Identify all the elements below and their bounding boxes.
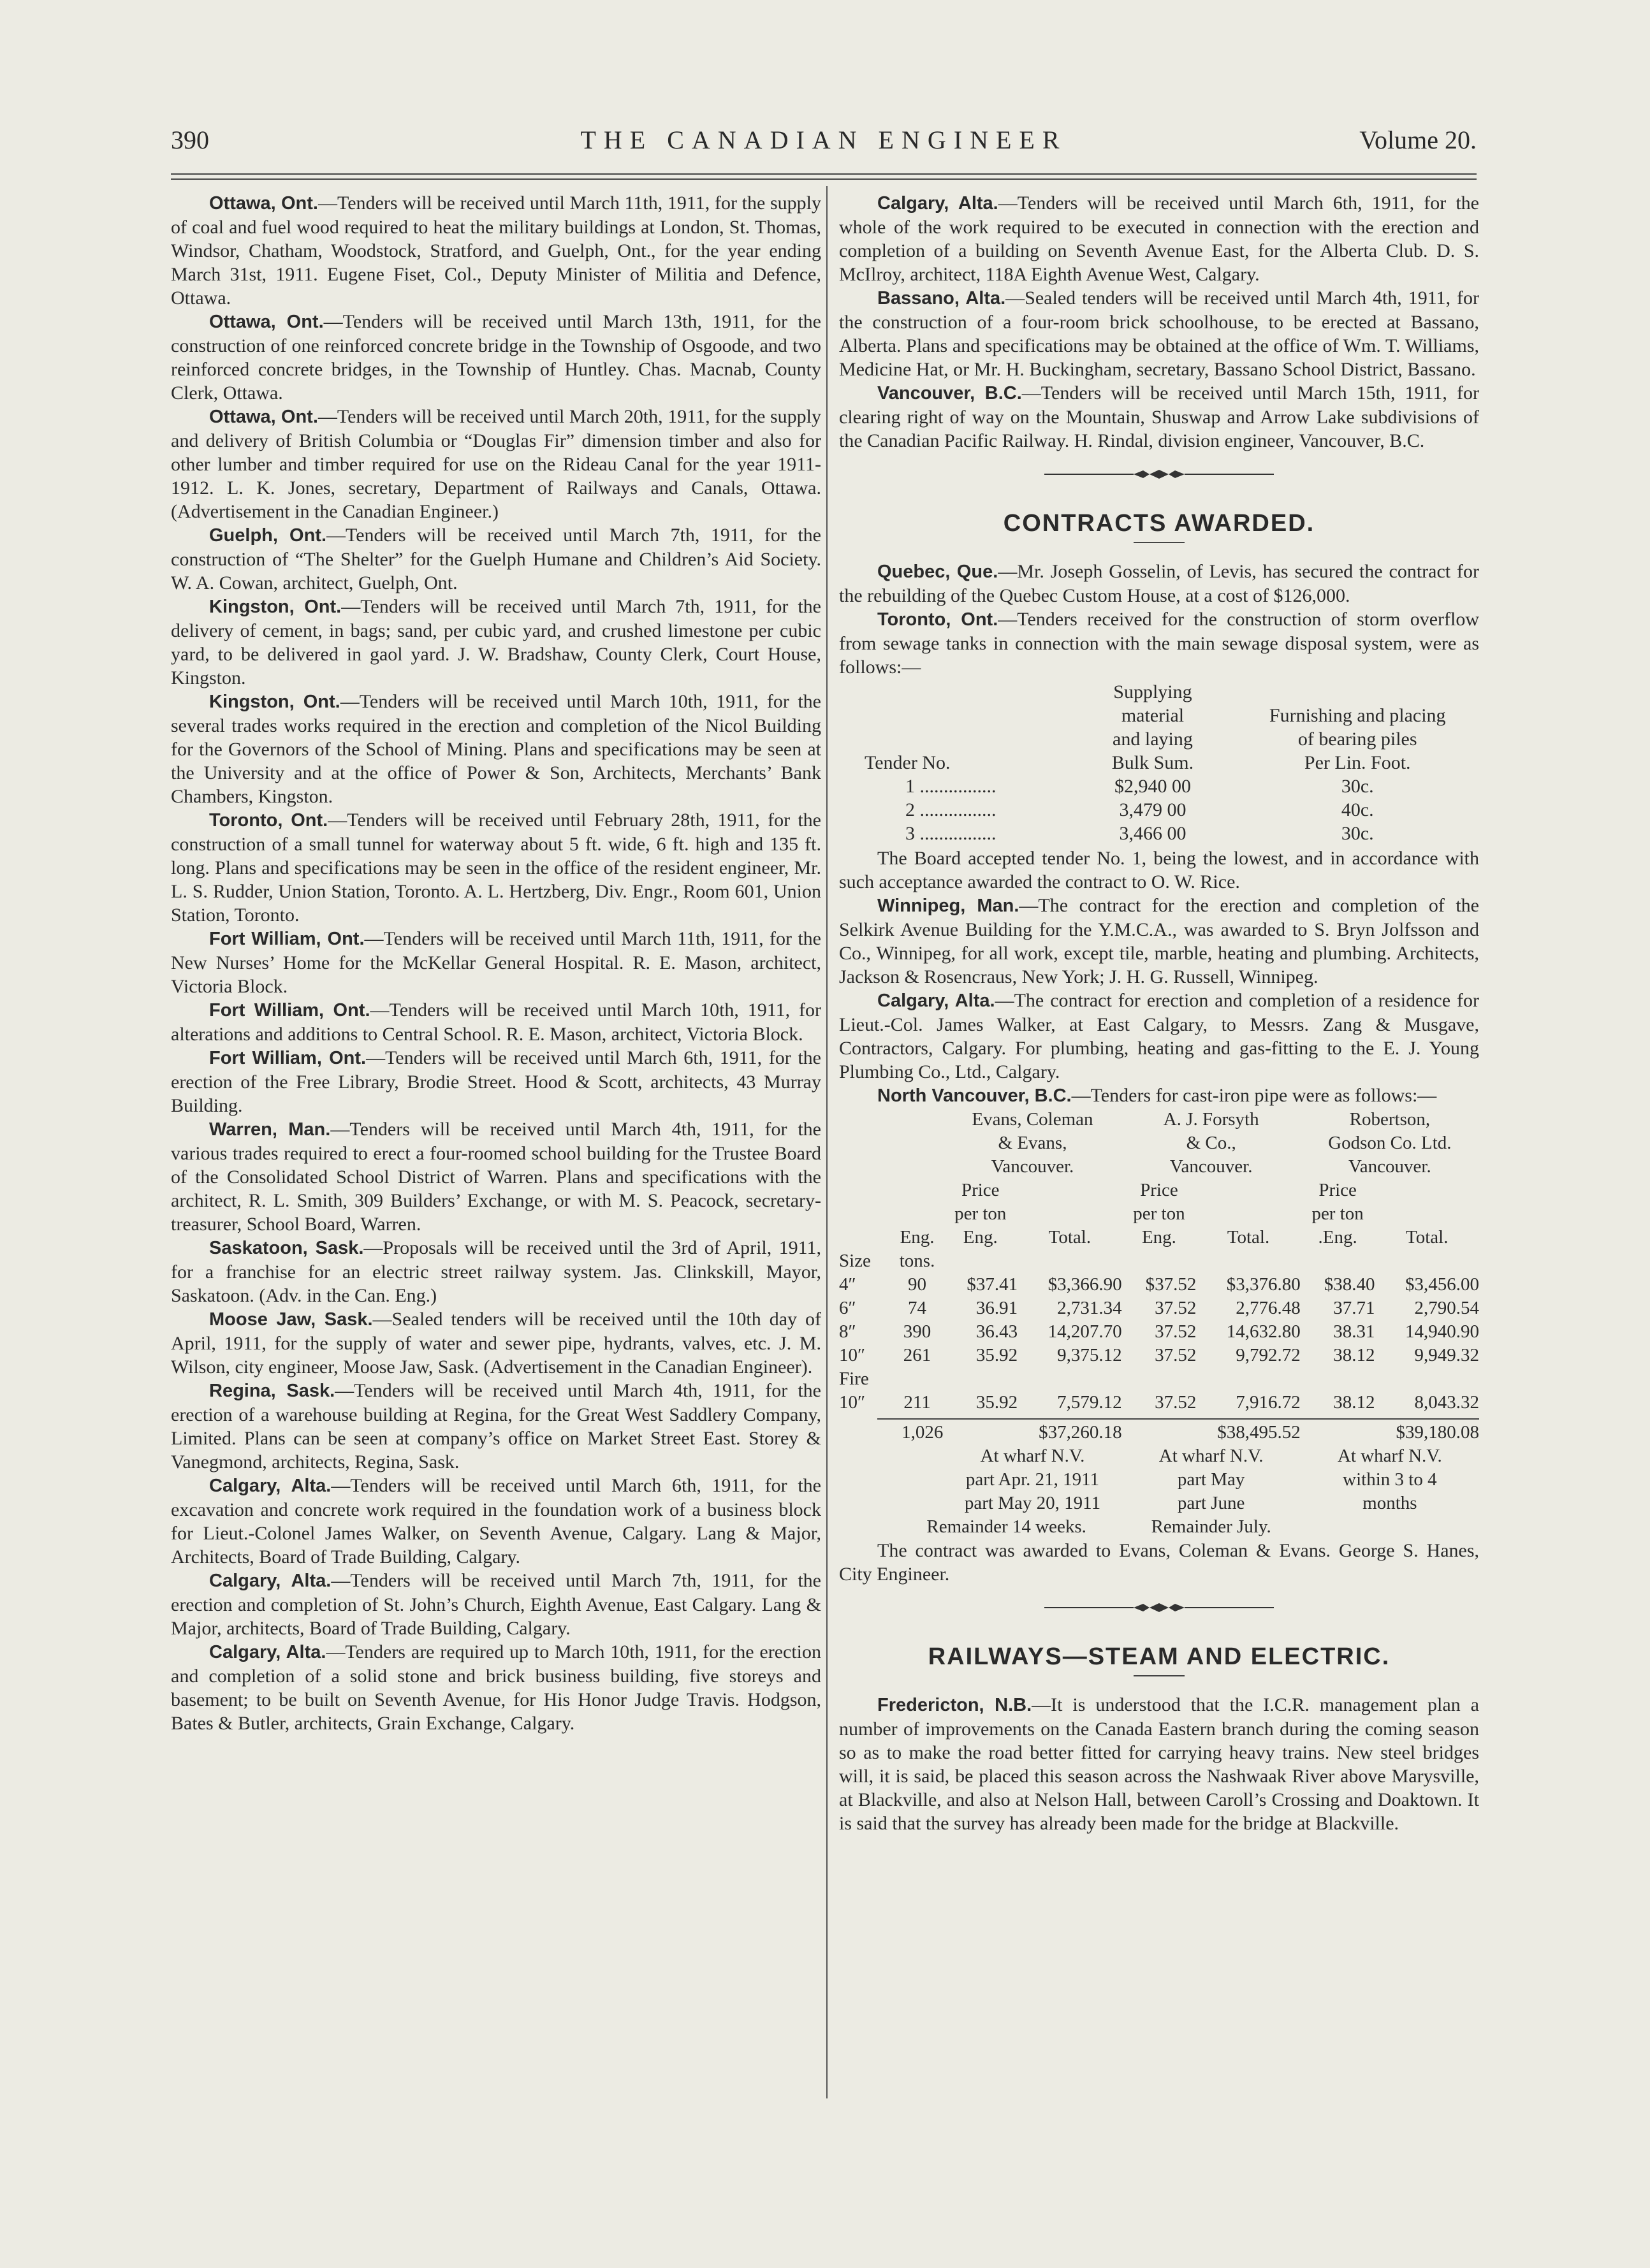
tender-item — [171, 808, 821, 927]
item-text: —Tenders will be received until March 6th, 1911, for the erection of the Free Library, Brodie Street. Hood & Scott, architects, 43 Murray Building. — [171, 1047, 821, 1116]
firm-name: Robertson, — [1349, 1109, 1431, 1130]
place-name: Fort William, Ont. — [209, 1000, 370, 1021]
title-rule — [1134, 1675, 1185, 1676]
place-name: North Vancouver, B.C. — [877, 1086, 1072, 1106]
totals-row: 1,026 $37,260.18 $38,495.52 $39,180.08 — [902, 1422, 1479, 1443]
item-text: —Tenders will be received until March 11th, 1911, for the supply of coal and fuel wood required to heat the military buildings at London, St. Thomas, Windsor, Chatham, Woodstock, Stratford, and Guelph, Ont., for the year ending March 31st, 1911. Eugene Fiset, Col., Deputy Minister of Militia and Defence, Ottawa. — [171, 193, 821, 309]
firm-city: Vancouver. — [1348, 1156, 1431, 1177]
page-header — [171, 125, 1477, 163]
table-header — [1236, 680, 1479, 704]
tender-item — [171, 1640, 821, 1735]
place-name: Toronto, Ont. — [877, 609, 998, 630]
item-text: —Tenders will be received until March 20th, 1911, for the supply and delivery of British Columbia or “Douglas Fir” dimension timber and also for other lumber and timber required for use on the Rideau Canal for the year 1911-1912. L. K. Jones, secretary, Department of Railways and Canals, Ottawa. (Advertisement in the Canadian Engineer.) — [171, 406, 821, 522]
place-name: Moose Jaw, Sask. — [209, 1309, 373, 1330]
table-row: 10″ 211 35.92 7,579.12 37.52 7,916.72 38.12 8,043.32 — [839, 1392, 1479, 1413]
place-name: Calgary, Alta. — [209, 1642, 326, 1662]
place-name: Toronto, Ont. — [209, 810, 328, 831]
place-name: Fredericton, N.B. — [877, 1695, 1032, 1715]
item-text: —Tenders will be received until March 7th, 1911, for the construction of “The Shelter” for the Guelph Humane and Children’s Aid Society. W. A. Cowan, architect, Guelph, Ont. — [171, 525, 821, 593]
tender-item — [171, 998, 821, 1046]
table-header: of bearing piles — [1297, 729, 1417, 750]
table-header: material — [1121, 705, 1185, 726]
ornament-icon — [1044, 468, 1274, 481]
item-text: —Tenders will be received until March 10th, 1911, for the several trades works required in the erection and completion of the Nicol Building for the Governors of the School of Mining. Plans and specifications may be seen at the University and at the office of Power & Son, Architects, Merchants’ Bank Chambers, Kingston. — [171, 691, 821, 807]
column-header: per ton — [1311, 1203, 1364, 1224]
item-text: —Tenders will be received until March 10th, 1911, for alterations and additions to Central School. R. E. Mason, architect, Victoria Block. — [171, 1000, 821, 1045]
tender-item — [171, 1046, 821, 1117]
tender-item — [171, 690, 821, 808]
item-text: —Tenders will be received until March 13th, 1911, for the construction of one reinforced concrete bridge in the Township of Osgoode, and two reinforced concrete bridges, in the Township of Huntley. Chas. Macnab, County Clerk, Ottawa. — [171, 311, 821, 403]
pipe-tender-table: Evans, Coleman A. J. Forsyth Robertson, & Evans, & Co., Godson Co. Ltd. Vancouver. Vancouver. Vancouver. Price Price Price per ton per ton per ton Eng. Eng. Total. Eng. Total. .Eng. Total. Size tons. 4″ 90 $37.41 $3,366.90 $37.52 $3,376.80 $38.40 $3,456.00 6″ 74 36.91 2,731.34 37.52 2,776.48 37.71 2,790.54 8″ 390 36.43 14,207.70 37.52 14,632.80 38.31 14,940.90 10″ 261 35.92 9,375.12 37.52 9,792.72 38.12 9,949.32 Fire 10″ 211 35.92 7,579.12 37.52 7,916.72 38.12 8,043.32 1,026 $37,260.18 $38,495.52 $39,180.08 At wharf N.V. At wharf N.V. At wharf N.V. part Apr. 21, 1911 part May within 3 to 4 part May 20, 1911 part June months Remainder 14 weeks. Remainder July. — [839, 1109, 1479, 1537]
place-name: Vancouver, B.C. — [877, 383, 1022, 403]
place-name: Saskatoon, Sask. — [209, 1238, 364, 1258]
item-text: —Tenders for cast-iron pipe were as follows:— — [1071, 1085, 1437, 1106]
place-name: Bassano, Alta. — [877, 288, 1006, 309]
column-header: Price — [1140, 1180, 1178, 1200]
item-text: —Mr. Joseph Gosselin, of Levis, has secured the contract for the rebuilding of the Quebec Custom House, at a cost of $126,000. — [839, 561, 1479, 606]
item-text: —Tenders will be received until March 15th, 1911, for clearing right of way on the Mountain, Shuswap and Arrow Lake subdivisions of the Canadian Pacific Railway. H. Rindal, division engineer, Vancouver, B.C. — [839, 382, 1479, 451]
contract-note: The Board accepted tender No. 1, being the lowest, and in accordance with such acceptance awarded the contract to O. W. Rice. — [839, 848, 1479, 892]
place-name: Fort William, Ont. — [209, 1048, 367, 1068]
column-header: tons. — [899, 1251, 935, 1271]
table-header: Bulk Sum. — [1111, 752, 1194, 773]
item-text: —Tenders will be received until March 4th, 1911, for the erection of a warehouse building at Regina, for the Great West Saddlery Company, Limited. Plans can be seen at company’s office on Market Street East. Storey & Vanegmond, architects, Regina, Sask. — [171, 1380, 821, 1472]
firm-name: & Co., — [1186, 1133, 1236, 1153]
place-name: Quebec, Que. — [877, 562, 998, 582]
contract-item — [839, 607, 1479, 679]
contract-item — [839, 1084, 1479, 1108]
table-row: 2 ................ 3,479 00 40c. — [905, 799, 1374, 820]
item-text: —Tenders are required up to March 10th, 1911, for the erection and completion of a solid stone and brick business building, five storeys and basement; to be built on Seventh Avenue, for His Honor Judge Travis. Hodgson, Bates & Butler, architects, Grain Exchange, Calgary. — [171, 1641, 821, 1734]
column-header: Price — [1318, 1180, 1357, 1200]
column-header: Eng. — [1141, 1227, 1176, 1247]
column-header: Total. — [1048, 1227, 1091, 1247]
firm-name: Evans, Coleman — [972, 1109, 1093, 1130]
place-name: Calgary, Alta. — [209, 1476, 332, 1496]
tender-item — [171, 1236, 821, 1307]
item-text: —The contract for the erection and completion of the Selkirk Avenue Building for the Y.M.C.A., was awarded to S. Bryn Jolfsson and Co., Winnipeg, for all work, except tile, marble, heating and plumbing. Architects, Jackson & Rosencraus, New York; J. H. G. Russell, Winnipeg. — [839, 895, 1479, 987]
item-text: —Tenders will be received until March 7th, 1911, for the delivery of cement, in bags; sand, per cubic yard, and crushed limestone per cubic yard, to be delivered in gaol yard. J. W. Bradshaw, County Clerk, Court House, Kingston. — [171, 596, 821, 688]
right-column — [839, 191, 1479, 1835]
tender-item — [171, 1379, 821, 1474]
journal-title: THE CANADIAN ENGINEER — [580, 126, 1067, 154]
volume-label: Volume 20. — [1359, 126, 1477, 154]
header-rule-2 — [171, 178, 1477, 180]
place-name: Ottawa, Ont. — [209, 312, 324, 332]
place-name: Calgary, Alta. — [877, 991, 995, 1011]
ornament-divider — [839, 1596, 1479, 1620]
place-name: Winnipeg, Man. — [877, 896, 1019, 916]
place-name: Warren, Man. — [209, 1119, 331, 1140]
header-rule — [171, 173, 1477, 175]
row-label: Fire — [839, 1369, 869, 1389]
item-text: —Tenders will be received until February 28th, 1911, for the construction of a small tunnel for waterway about 5 ft. wide, 6 ft. high and 135 ft. long. Plans and specifications may be seen in the office of the resident engineer, Mr. L. S. Rudder, Union Station, Toronto. A. L. Hertzberg, Div. Engr., Room 601, Union Station, Toronto. — [171, 810, 821, 926]
tender-item — [171, 1307, 821, 1379]
column-header: Eng. — [900, 1227, 935, 1247]
tender-item — [171, 1569, 821, 1640]
contract-item — [839, 989, 1479, 1084]
item-text: —Tenders will be received until March 4th, 1911, for the various trades required to erect a four-roomed school building for the Trustee Board of the Consolidated School District of Warren. Plans and specifications with the architect, R. L. Smith, 309 Builders’ Exchange, or with M. S. Peacock, secretary-treasurer, School Board, Warren. — [171, 1119, 821, 1235]
place-name: Fort William, Ont. — [209, 929, 365, 949]
title-rule — [1134, 542, 1185, 543]
place-name: Calgary, Alta. — [877, 193, 998, 214]
place-name: Regina, Sask. — [209, 1381, 335, 1401]
table-row: 8″ 390 36.43 14,207.70 37.52 14,632.80 38.31 14,940.90 — [839, 1321, 1479, 1342]
ornament-icon — [1044, 1601, 1274, 1614]
item-text: —Tenders received for the construction of storm overflow from sewage tanks in connection with the main sewage disposal system, were as follows:— — [839, 609, 1479, 678]
tender-item — [171, 310, 821, 405]
item-text: —The contract for erection and completion of a residence for Lieut.-Col. James Walker, at East Calgary, to Messrs. Zang & Musgave, Contractors, Calgary. For plumbing, heating and gas-fitting to the E. J. Young Plumbing Co., Ltd., Calgary. — [839, 990, 1479, 1082]
contracts-title: CONTRACTS AWARDED. — [1003, 510, 1315, 537]
table-row: 10″ 261 35.92 9,375.12 37.52 9,792.72 38.12 9,949.32 — [839, 1345, 1479, 1365]
column-header: Total. — [1406, 1227, 1449, 1247]
tenders-list — [171, 191, 821, 1735]
place-name: Kingston, Ont. — [209, 692, 340, 712]
tender-item — [171, 405, 821, 523]
tender-item — [171, 1117, 821, 1236]
column-header: Total. — [1227, 1227, 1270, 1247]
firm-city: Vancouver. — [1169, 1156, 1253, 1177]
table-row: 3 ................ 3,466 00 30c. — [905, 823, 1374, 844]
item-text: —Tenders will be received until March 6th, 1911, for the excavation and concrete work required in the foundation work of a business block for Lieut.-Colonel James Walker, on Seventh Avenue, Calgary. Lang & Major, Architects, Board of Trade Building, Calgary. — [171, 1475, 821, 1567]
railways-title: RAILWAYS—STEAM AND ELECTRIC. — [928, 1643, 1391, 1670]
table-header: Per Lin. Foot. — [1304, 752, 1411, 773]
toronto-tender-table — [839, 680, 1479, 845]
column-header: Price — [961, 1180, 1000, 1200]
place-name: Calgary, Alta. — [209, 1571, 332, 1591]
tender-item — [171, 1474, 821, 1569]
page-number: 390 — [171, 126, 209, 154]
item-text: —Sealed tenders will be received until the 10th day of April, 1911, for the supply of water and sewer pipe, hydrants, valves, etc. J. M. Wilson, city engineer, Moose Jaw, Sask. (Advertisement in the Canadian Engineer). — [171, 1309, 821, 1378]
firm-name: Godson Co. Ltd. — [1328, 1133, 1452, 1153]
column-header: per ton — [954, 1203, 1007, 1224]
table-header: Furnishing and placing — [1269, 705, 1446, 726]
column-header: per ton — [1133, 1203, 1185, 1224]
item-text: —Tenders will be received until March 6th, 1911, for the whole of the work required to be executed in connection with the erection and completion of a building on Seventh Avenue East, for the Alberta Club. D. S. McIlroy, architect, 118A Eighth Avenue West, Calgary. — [839, 193, 1479, 285]
place-name: Ottawa, Ont. — [209, 193, 318, 214]
item-text: —Tenders will be received until March 7th, 1911, for the erection and completion of St. John’s Church, Eighth Avenue, East Calgary. Lang & Major, architects, Board of Trade Building, Calgary. — [171, 1570, 821, 1639]
contract-item — [839, 560, 1479, 607]
left-column — [171, 191, 821, 1735]
ornament-divider — [839, 463, 1479, 486]
tender-item — [171, 523, 821, 595]
tender-item — [171, 595, 821, 690]
railway-item — [839, 1693, 1479, 1835]
tender-item — [171, 927, 821, 998]
table-header: Supplying — [1113, 681, 1192, 702]
firm-name: & Evans, — [998, 1133, 1067, 1153]
item-text: —It is understood that the I.C.R. management plan a number of improvements on the Canada Eastern branch during the coming season so as to make the road better fitted for carrying heavy trains. New steel bridges will, it is said, be placed this season across the Nashwaak River above Marysville, at Blackville, and also at Nelson Hall, between Caroll’s Crossing and Doaktown. It is said that the survey has already been made for the bridge at Blackville. — [839, 1694, 1479, 1834]
item-text: —Sealed tenders will be received until March 4th, 1911, for the construction of a four-room brick schoolhouse, to be erected at Bassano, Alberta. Plans and specifications may be obtained at the office of Wm. T. Williams, Medicine Hat, or Mr. H. Buckingham, secretary, Bassano School District, Bassano. — [839, 287, 1479, 380]
tender-item — [839, 286, 1479, 381]
contract-note: The contract was awarded to Evans, Coleman & Evans. George S. Hanes, City Engineer. — [839, 1540, 1479, 1585]
column-header: Size — [839, 1251, 871, 1271]
item-text: —Proposals will be received until the 3rd of April, 1911, for a franchise for an electric street railway system. Jas. Clinkskill, Mayor, Saskatoon. (Adv. in the Can. Eng.) — [171, 1237, 821, 1306]
table-header: and laying — [1113, 729, 1193, 750]
table-row: 1 ................ $2,940 00 30c. — [905, 776, 1374, 797]
contract-item — [839, 894, 1479, 989]
column-header: Eng. — [963, 1227, 998, 1247]
table-header: Tender No. — [865, 752, 951, 773]
firm-name: A. J. Forsyth — [1163, 1109, 1259, 1130]
column-divider — [826, 186, 828, 2098]
table-row: 6″ 74 36.91 2,731.34 37.52 2,776.48 37.71 2,790.54 — [839, 1298, 1479, 1318]
firm-city: Vancouver. — [991, 1156, 1074, 1177]
table-row: 4″ 90 $37.41 $3,366.90 $37.52 $3,376.80 $38.40 $3,456.00 — [839, 1274, 1479, 1295]
column-header: .Eng. — [1318, 1227, 1357, 1247]
tender-item — [171, 191, 821, 310]
place-name: Kingston, Ont. — [209, 597, 342, 617]
place-name: Ottawa, Ont. — [209, 407, 318, 427]
tender-item — [839, 381, 1479, 453]
place-name: Guelph, Ont. — [209, 525, 327, 546]
item-text: —Tenders will be received until March 11th, 1911, for the New Nurses’ Home for the McKellar General Hospital. R. E. Mason, architect, Victoria Block. — [171, 928, 821, 997]
tender-item — [839, 191, 1479, 286]
